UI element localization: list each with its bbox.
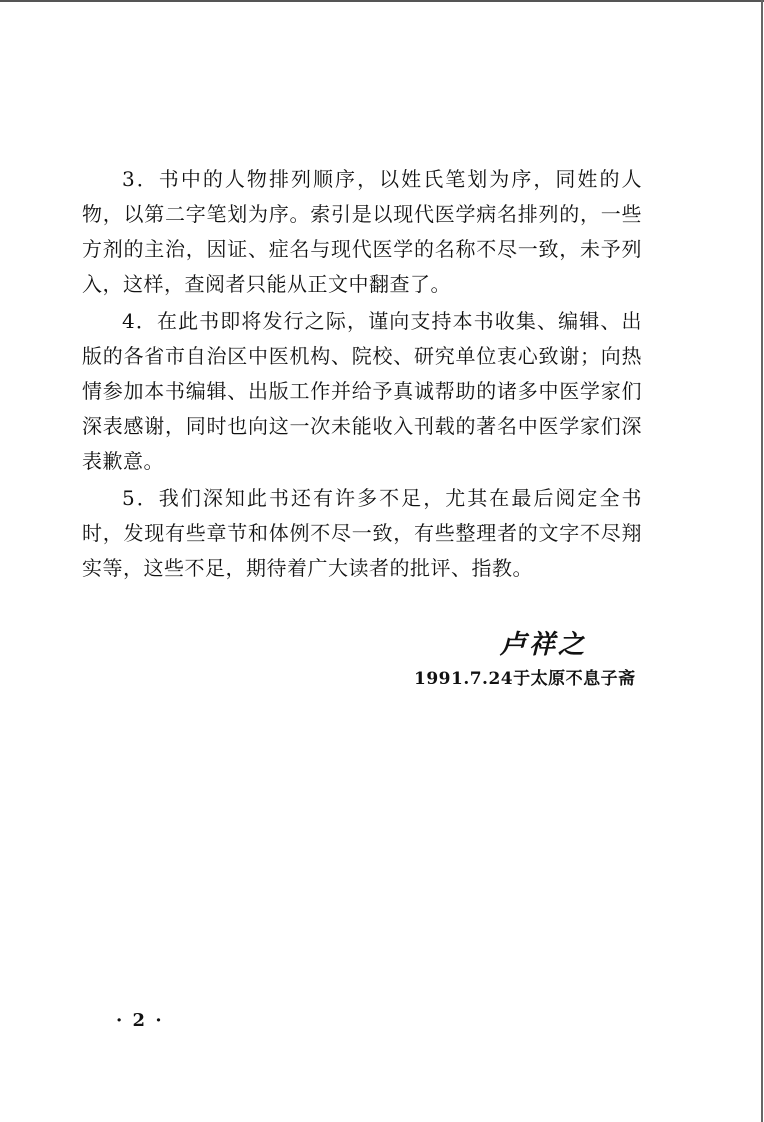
author-signature: 卢祥之: [500, 630, 588, 660]
page-number: · 2 ·: [116, 1010, 164, 1031]
paragraph-item-4: 4．在此书即将发行之际，谨向支持本书收集、编辑、出版的各省市自治区中医机构、院校、研究单位衷心致谢；向热情参加本书编辑、出版工作并给予真诚帮助的诸多中医学家们深表感谢，同时也向这一次未能收入刊载的著名中医学家们深表歉意。: [82, 309, 642, 473]
document-body: [82, 162, 642, 588]
top-border-line: [0, 0, 764, 2]
date-and-place: 1991.7.24于太原不息子斋: [414, 669, 636, 689]
right-border-line: [761, 0, 763, 1122]
paragraph-item-3: 3．书中的人物排列顺序，以姓氏笔划为序，同姓的人物，以第二字笔划为序。索引是以现代医学病名排列的，一些方剂的主治，因证、症名与现代医学的名称不尽一致，未予列入，这样，查阅者只能从正文中翻查了。: [82, 167, 642, 296]
paragraph-item-5: 5．我们深知此书还有许多不足，尤其在最后阅定全书时，发现有些章节和体例不尽一致，有些整理者的文字不尽翔实等，这些不足，期待着广大读者的批评、指教。: [82, 486, 642, 580]
